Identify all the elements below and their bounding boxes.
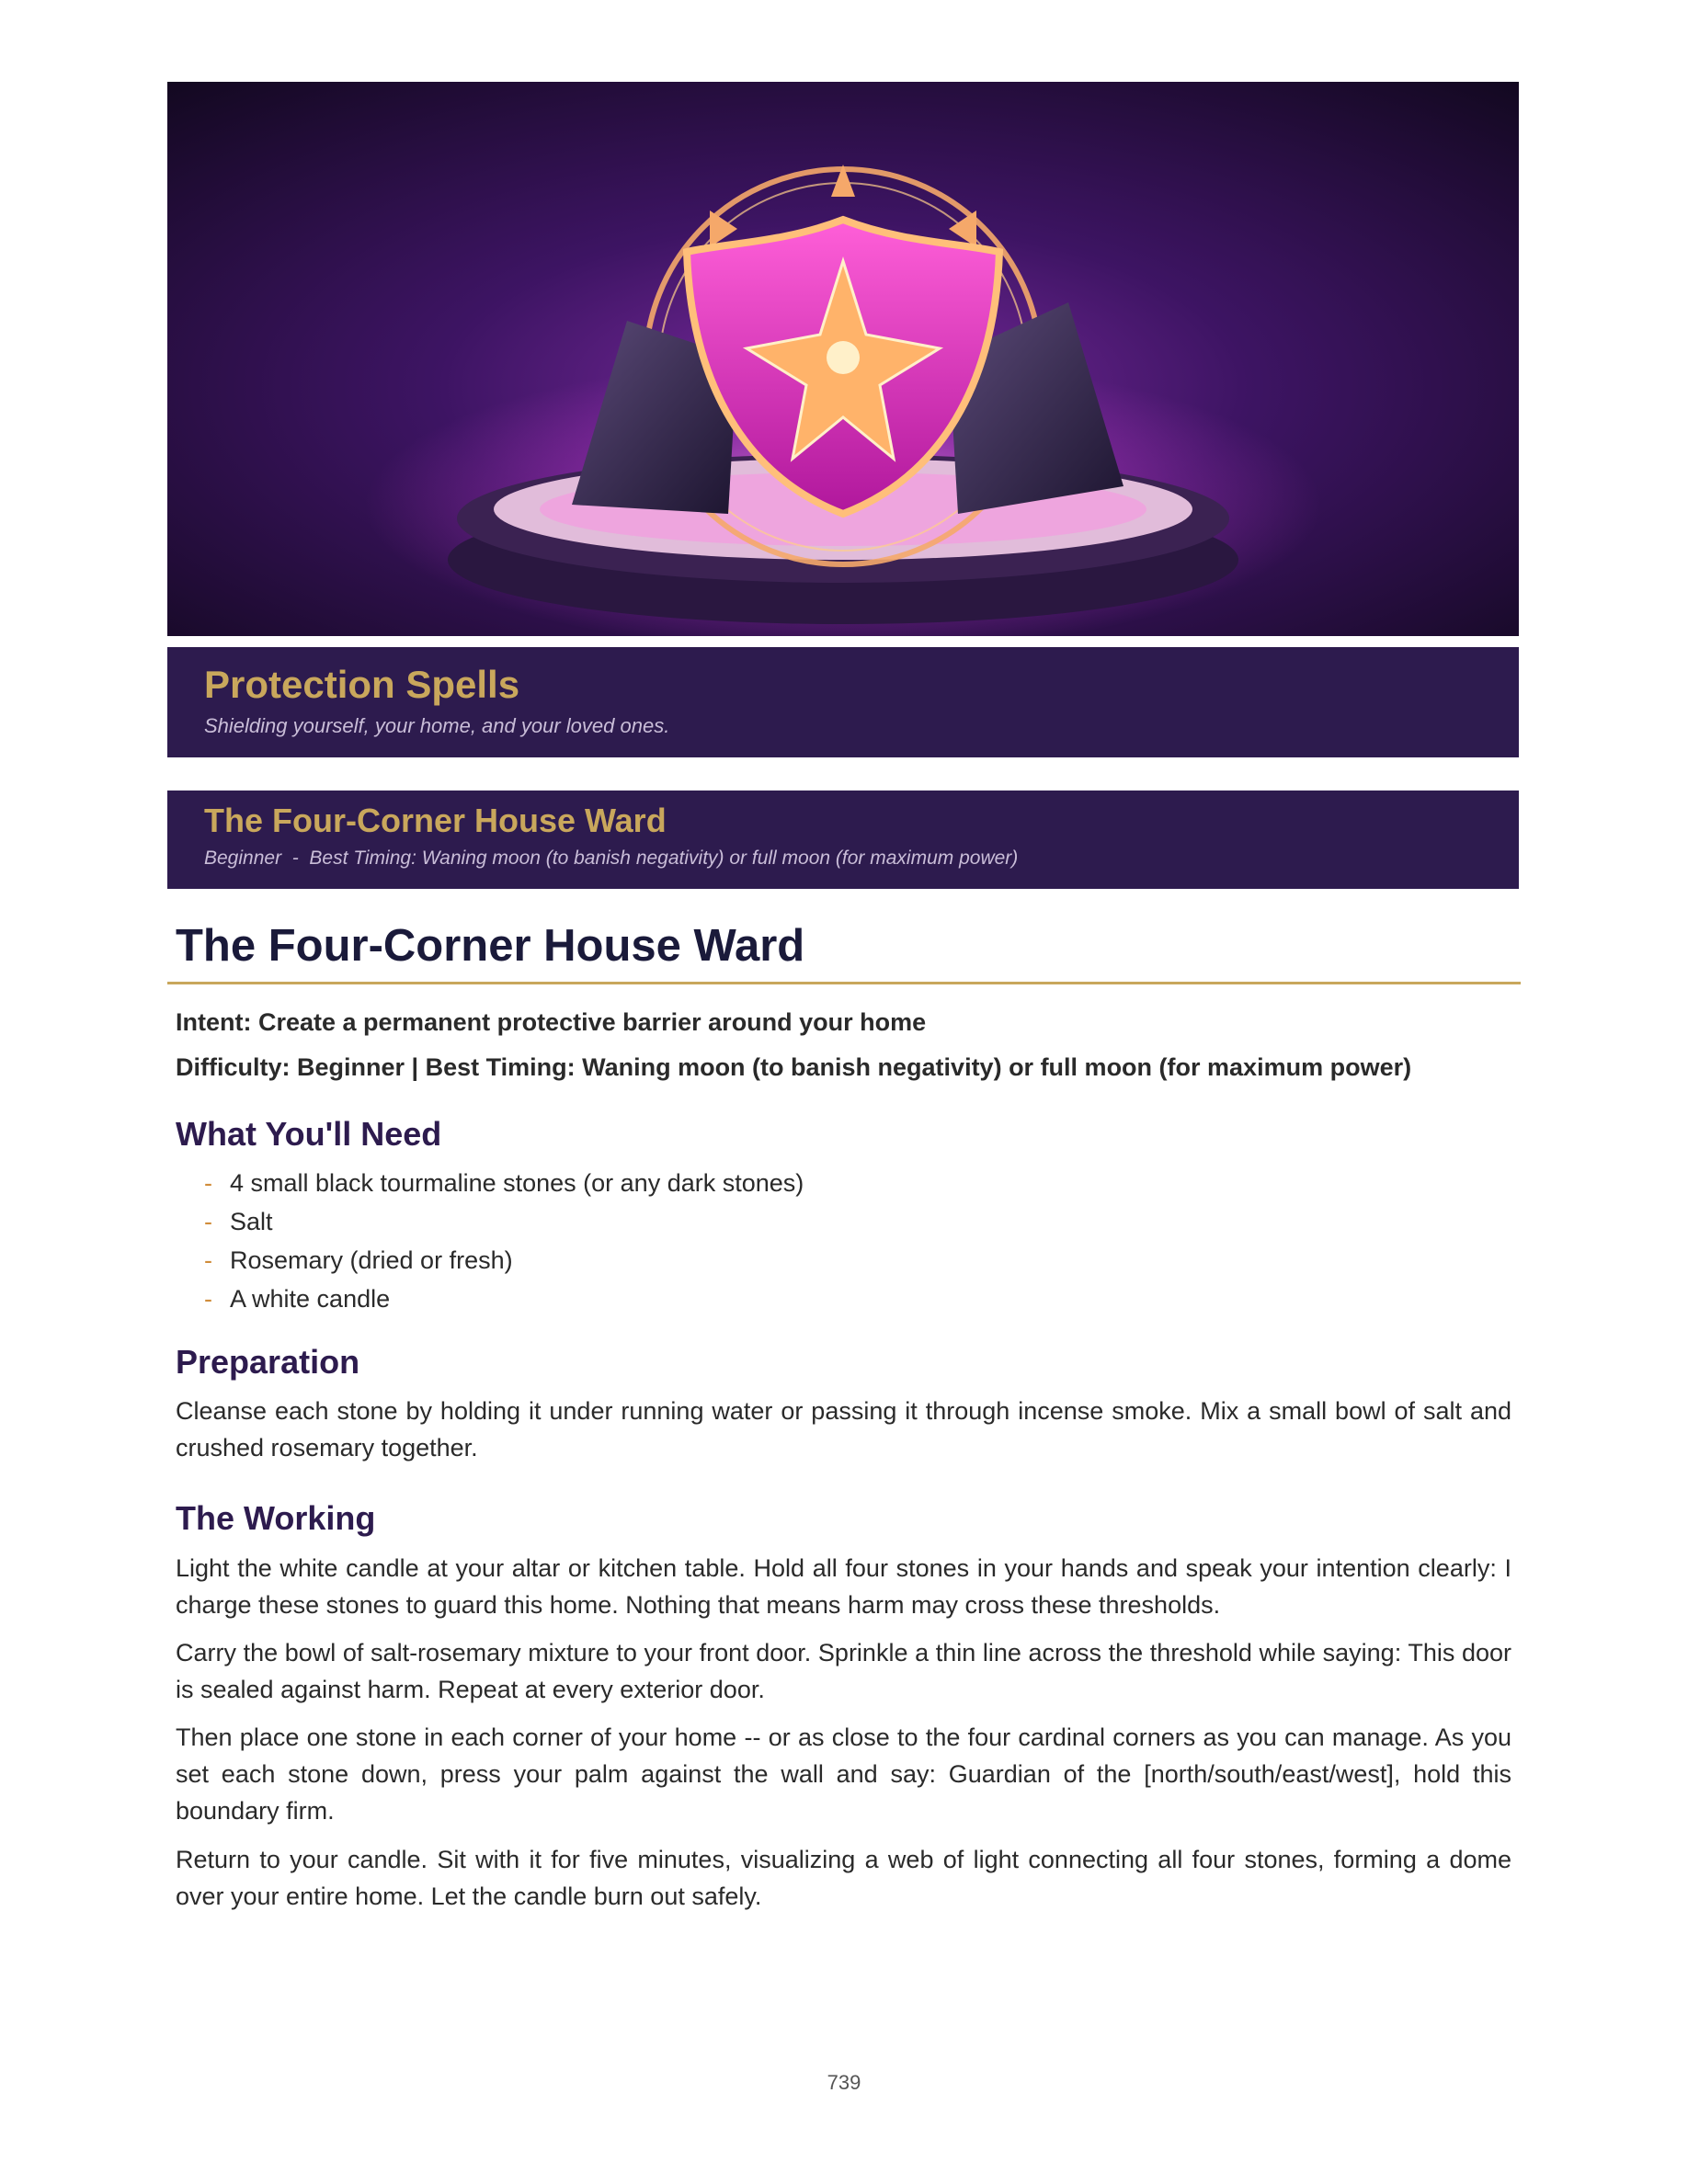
working-paragraph-1: Light the white candle at your altar or kitchen table. Hold all four stones in your hands and speak your intention clearly: I charge these stones to guard this home. Nothing that means harm may cross these thresholds. [176,1554,1511,1619]
need-item-text: Rosemary (dried or fresh) [230,1246,513,1274]
list-item [204,1164,804,1202]
working-heading: The Working [176,1499,376,1537]
working-paragraph-3: Then place one stone in each corner of your home -- or as close to the four cardinal corners as you can manage. As you set each stone down, press your palm against the wall and say: Guardian of the [north/south/east/west], hold this boundary firm. [176,1723,1511,1825]
bullet-dash: - [204,1169,212,1197]
hero-illustration [167,82,1519,636]
need-item-text: Salt [230,1208,273,1235]
needs-heading: What You'll Need [176,1115,442,1153]
chapter-title: Protection Spells [204,663,520,706]
prep-paragraph: Cleanse each stone by holding it under running water or passing it through incense smoke. Mix a small bowl of salt and crushed rosemary together. [176,1397,1511,1462]
prep-heading: Preparation [176,1343,360,1381]
title-divider [167,982,1521,984]
spell-difficulty: Difficulty: Beginner | Best Timing: Waning moon (to banish negativity) or full moon (for maximum power) [176,1053,1412,1081]
bullet-dash: - [204,1285,212,1313]
list-item [204,1241,804,1280]
bullet-dash: - [204,1246,212,1274]
working-paragraph-2: Carry the bowl of salt-rosemary mixture to your front door. Sprinkle a thin line across the threshold while saying: This door is sealed against harm. Repeat at every exterior door. [176,1639,1511,1703]
chapter-banner [167,647,1519,757]
working-paragraph-4: Return to your candle. Sit with it for five minutes, visualizing a web of light connecting all four stones, forming a dome over your entire home. Let the candle burn out safely. [176,1846,1511,1910]
need-item-text: A white candle [230,1285,391,1313]
need-item-text: 4 small black tourmaline stones (or any dark stones) [230,1169,804,1197]
spell-banner-title: The Four-Corner House Ward [204,802,667,839]
bullet-dash: - [204,1208,212,1235]
list-item [204,1202,804,1241]
spell-intent: Intent: Create a permanent protective barrier around your home [176,1008,927,1036]
spell-banner [167,791,1519,889]
list-item [204,1280,804,1318]
chapter-subtitle: Shielding yourself, your home, and your loved ones. [204,714,670,737]
needs-list [204,1164,804,1318]
spell-title: The Four-Corner House Ward [176,921,805,971]
spell-banner-meta: Beginner - Best Timing: Waning moon (to banish negativity) or full moon (for maximum power) [204,847,1019,869]
protection-shield-illustration [167,82,1519,636]
page-number: 739 [827,2071,861,2094]
